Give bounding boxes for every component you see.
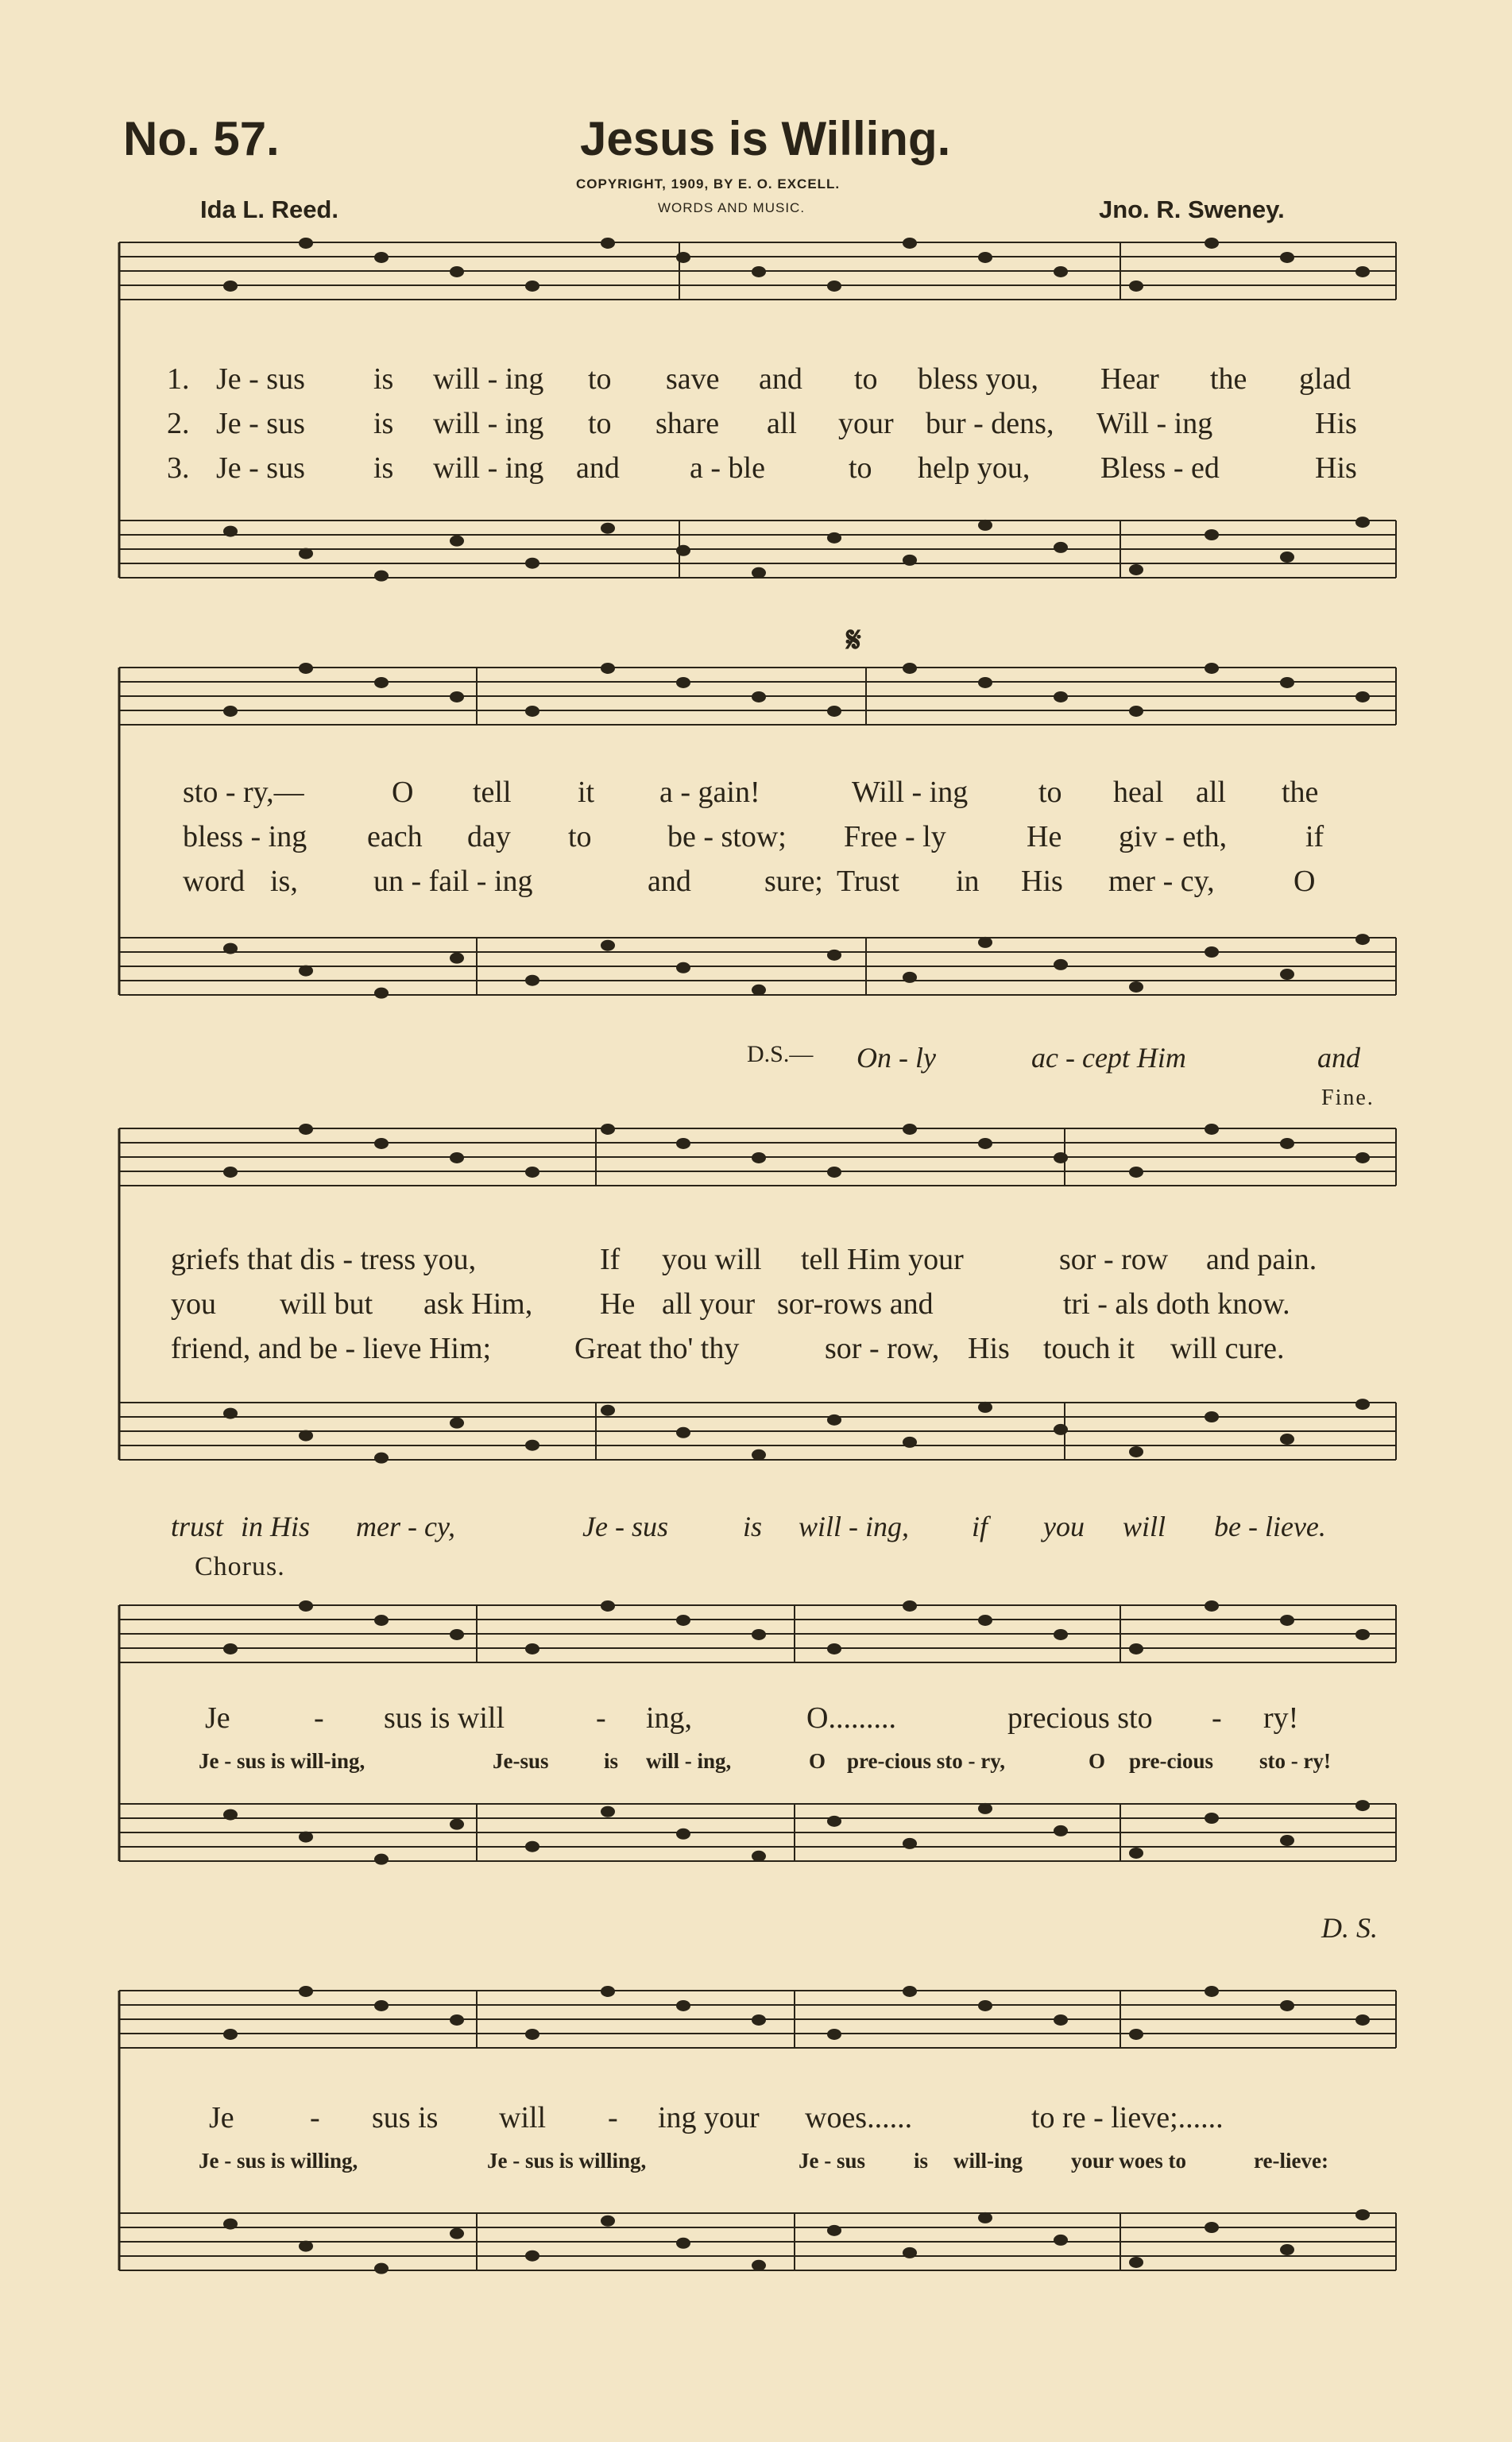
s5-m-1: - <box>310 2101 320 2134</box>
s3-ds-1: in His <box>241 1511 311 1542</box>
s3-v1-0: griefs that dis - tress you, <box>171 1243 477 1276</box>
s1-v2-0: 2. <box>167 407 190 440</box>
s2-v3-6: in <box>956 865 980 898</box>
s2-v1-8: all <box>1196 776 1226 809</box>
s1-v1-5: save <box>666 362 720 396</box>
s4-m-6: precious sto <box>1007 1701 1153 1735</box>
fine-marker: Fine. <box>1321 1086 1375 1110</box>
s5-b-1: Je - sus is willing, <box>487 2149 647 2173</box>
s3-v3-2: sor - row, <box>825 1332 940 1365</box>
s1-v3-1: Je - sus <box>216 451 305 485</box>
s4-b-4: O <box>809 1749 826 1773</box>
s1-v3-2: is <box>373 451 394 485</box>
s5-m-7: to re - lieve;...... <box>1031 2101 1224 2134</box>
s1-v2-6: all <box>767 407 797 440</box>
s2-v3-4: sure; <box>764 865 823 898</box>
s1-v2-4: to <box>588 407 612 440</box>
s2-v2-4: be - stow; <box>667 820 787 853</box>
s5-b-6: re-lieve: <box>1254 2149 1328 2173</box>
s4-m-3: - <box>596 1701 606 1735</box>
lyricist-name: Ida L. Reed. <box>200 195 338 223</box>
s4-b-5: pre-cious sto - ry, <box>847 1749 1005 1773</box>
ds-line-0: On - ly <box>857 1042 936 1074</box>
s3-ds-8: will <box>1123 1511 1166 1542</box>
s3-ds-0: trust <box>171 1511 224 1542</box>
chorus-label: Chorus. <box>195 1552 285 1581</box>
s3-v2-5: sor-rows and <box>777 1287 934 1321</box>
s2-v2-1: each <box>367 820 423 853</box>
s3-v1-2: you will <box>662 1243 762 1276</box>
s4-m-0: Je <box>205 1701 230 1735</box>
s1-v1-2: is <box>373 362 394 396</box>
ds-end-marker: D. S. <box>1321 1912 1378 1944</box>
s2-v3-5: Trust <box>837 865 899 898</box>
s2-v2-0: bless - ing <box>183 820 307 853</box>
s4-m-1: - <box>314 1701 324 1735</box>
s1-v3-3: will - ing <box>433 451 544 485</box>
s5-m-2: sus is <box>372 2101 439 2134</box>
s3-v3-1: Great tho' thy <box>574 1332 740 1365</box>
s1-v1-10: the <box>1210 362 1247 396</box>
s3-v2-2: ask Him, <box>423 1287 533 1321</box>
s4-m-4: ing, <box>646 1701 693 1735</box>
s3-v1-3: tell Him your <box>801 1243 964 1276</box>
s2-v3-2: un - fail - ing <box>373 865 533 898</box>
s1-v3-8: Bless - ed <box>1100 451 1220 485</box>
s2-v2-6: He <box>1027 820 1062 853</box>
s2-v2-5: Free - ly <box>844 820 946 853</box>
s1-v3-6: to <box>849 451 872 485</box>
s2-v1-4: a - gain! <box>659 776 760 809</box>
s3-v1-4: sor - row <box>1059 1243 1169 1276</box>
s1-v2-8: bur - dens, <box>926 407 1054 440</box>
copyright-line: COPYRIGHT, 1909, BY E. O. EXCELL. <box>576 176 841 192</box>
s2-v1-3: it <box>578 776 595 809</box>
ds-line-1: ac - cept Him <box>1031 1042 1186 1074</box>
s4-b-0: Je - sus is will-ing, <box>199 1749 365 1773</box>
s1-v2-1: Je - sus <box>216 407 305 440</box>
s5-m-6: woes...... <box>805 2101 913 2134</box>
s1-v3-7: help you, <box>918 451 1031 485</box>
s2-v1-9: the <box>1282 776 1319 809</box>
s2-v1-2: tell <box>473 776 512 809</box>
s5-b-0: Je - sus is willing, <box>199 2149 358 2173</box>
s1-v1-8: bless you, <box>918 362 1038 396</box>
s2-v2-3: to <box>568 820 592 853</box>
s3-v3-5: will cure. <box>1170 1332 1285 1365</box>
s3-ds-2: mer - cy, <box>356 1511 455 1542</box>
s2-v3-1: is, <box>270 865 298 898</box>
hymn-number: No. 57. <box>123 112 280 165</box>
s3-v3-0: friend, and be - lieve Him; <box>171 1332 492 1365</box>
s1-v3-9: His <box>1315 451 1357 485</box>
s4-b-2: is <box>604 1749 619 1773</box>
s5-b-2: Je - sus <box>799 2149 866 2173</box>
s2-v1-6: to <box>1038 776 1062 809</box>
s1-v1-11: glad <box>1299 362 1352 396</box>
s2-v1-7: heal <box>1113 776 1164 809</box>
s2-v3-8: mer - cy, <box>1108 865 1215 898</box>
s1-v2-10: His <box>1315 407 1357 440</box>
s4-b-8: sto - ry! <box>1259 1749 1331 1773</box>
s5-b-5: your woes to <box>1071 2149 1186 2173</box>
s3-v3-3: His <box>968 1332 1010 1365</box>
s2-v2-7: giv - eth, <box>1119 820 1228 853</box>
s2-v2-8: if <box>1305 820 1324 853</box>
s4-m-8: ry! <box>1263 1701 1299 1735</box>
s5-m-3: will <box>499 2101 547 2134</box>
words-and-music-note: WORDS AND MUSIC. <box>658 200 806 215</box>
s1-v2-3: will - ing <box>433 407 544 440</box>
s2-v2-2: day <box>467 820 511 853</box>
s5-b-4: will-ing <box>953 2149 1023 2173</box>
s3-ds-3: Je - sus <box>582 1511 668 1542</box>
s4-b-3: will - ing, <box>646 1749 732 1773</box>
s1-v3-5: a - ble <box>690 451 765 485</box>
ds-line-2: and <box>1317 1042 1360 1074</box>
s2-v1-0: sto - ry,— <box>183 776 304 809</box>
s5-m-5: ing your <box>658 2101 760 2134</box>
s3-v2-4: all your <box>662 1287 756 1321</box>
s5-m-0: Je <box>209 2101 234 2134</box>
s3-v2-0: you <box>171 1287 216 1321</box>
s5-b-3: is <box>914 2149 929 2173</box>
s3-ds-9: be - lieve. <box>1214 1511 1326 1542</box>
s1-v2-9: Will - ing <box>1096 407 1213 440</box>
s2-v3-7: His <box>1021 865 1063 898</box>
s1-v1-6: and <box>759 362 802 396</box>
s3-v1-5: and pain. <box>1206 1243 1317 1276</box>
s2-v3-3: and <box>648 865 691 898</box>
s3-v2-3: He <box>600 1287 636 1321</box>
s1-v1-7: to <box>854 362 878 396</box>
s3-ds-6: if <box>972 1511 988 1542</box>
segno-sign: 𝄋 <box>846 621 861 660</box>
ds-marker: D.S.— <box>747 1041 814 1067</box>
s1-v2-7: your <box>838 407 894 440</box>
s2-v1-1: O <box>392 776 414 809</box>
s3-v2-6: tri - als doth know. <box>1063 1287 1290 1321</box>
s1-v2-5: share <box>655 407 720 440</box>
s1-v1-3: will - ing <box>433 362 544 396</box>
composer-name: Jno. R. Sweney. <box>1099 195 1285 223</box>
s1-v2-2: is <box>373 407 394 440</box>
s2-v3-9: O <box>1294 865 1316 898</box>
s4-b-7: pre-cious <box>1129 1749 1213 1773</box>
s1-v1-4: to <box>588 362 612 396</box>
s3-ds-4: is <box>743 1511 763 1542</box>
s3-v3-4: touch it <box>1043 1332 1135 1365</box>
s3-ds-7: you <box>1043 1511 1085 1542</box>
s1-v1-1: Je - sus <box>216 362 305 396</box>
s3-v1-1: If <box>600 1243 621 1276</box>
s5-m-4: - <box>608 2101 618 2134</box>
s4-m-2: sus is will <box>384 1701 505 1735</box>
s4-m-5: O......... <box>806 1701 896 1735</box>
s4-b-1: Je-sus <box>493 1749 549 1773</box>
hymn-title: Jesus is Willing. <box>580 112 951 165</box>
s1-v1-9: Hear <box>1100 362 1159 396</box>
s4-m-7: - <box>1212 1701 1222 1735</box>
s4-b-6: O <box>1089 1749 1106 1773</box>
s3-v2-1: will but <box>280 1287 373 1321</box>
s1-v3-4: and <box>576 451 620 485</box>
s1-v3-0: 3. <box>167 451 190 485</box>
s3-ds-5: will - ing, <box>799 1511 910 1542</box>
s1-v1-0: 1. <box>167 362 190 396</box>
s2-v1-5: Will - ing <box>852 776 969 809</box>
s2-v3-0: word <box>183 865 246 898</box>
